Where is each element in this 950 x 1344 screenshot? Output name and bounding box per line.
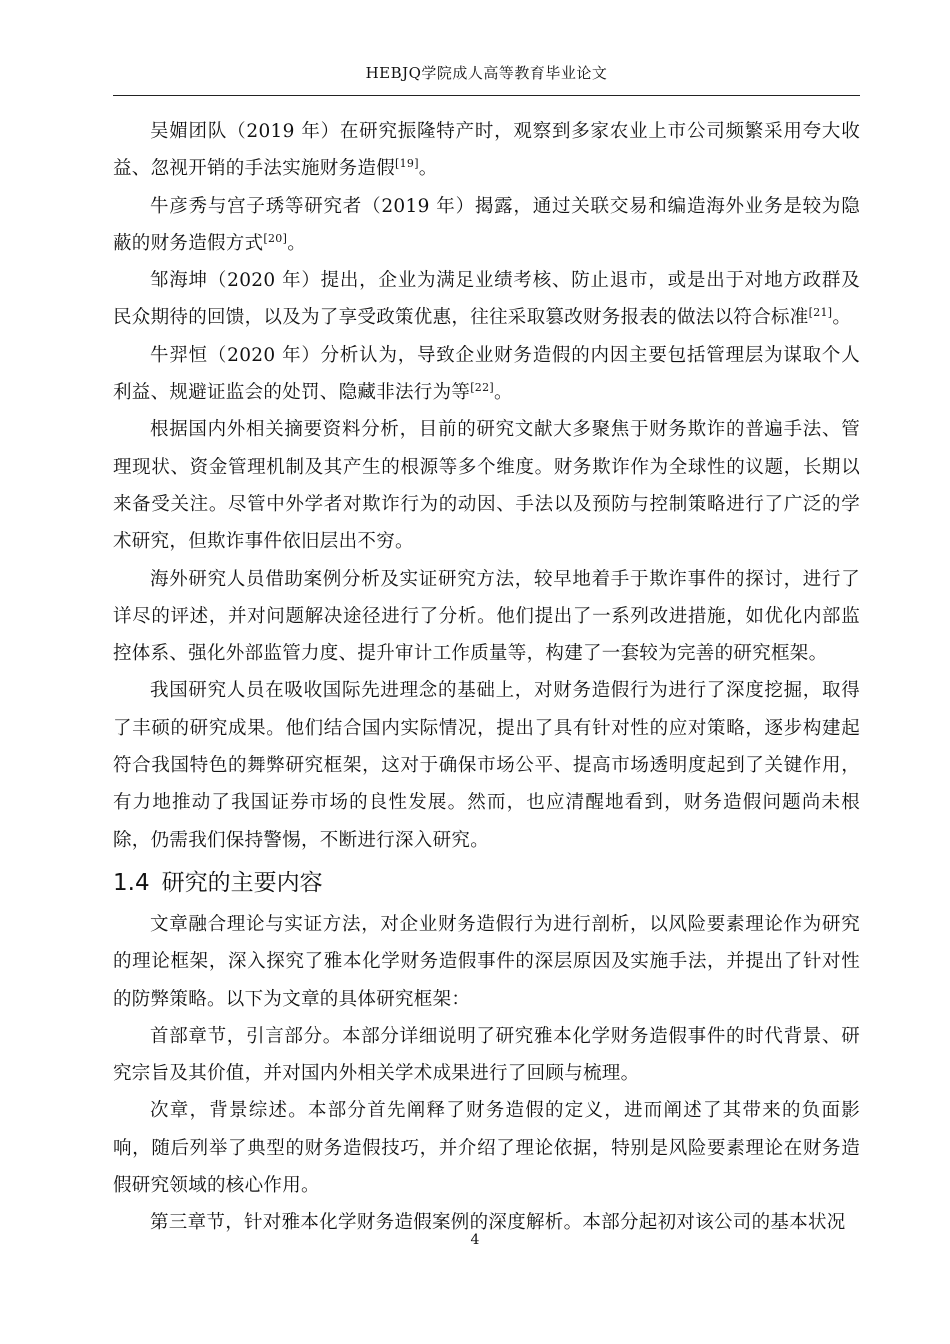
paragraph: 海外研究人员借助案例分析及实证研究方法，较早地着手于欺诈事件的探讨，进行了详尽的评述，并对问题解决途径进行了分析。他们提出了一系列改进措施，如优化内部监控体系、强化外部监管力度、提升审计工作质量等，构建了一套较为完善的研究框架。 — [113, 568, 860, 665]
page-header: HEBJQ学院成人高等教育毕业论文 — [113, 62, 860, 96]
paragraph: 第三章节，针对雅本化学财务造假案例的深度解析。本部分起初对该公司的基本状况 — [150, 1212, 846, 1234]
paragraph: 牛羿恒（2020 年）分析认为，导致企业财务造假的内因主要包括管理层为谋取个人利益、规避证监会的处罚、隐藏非法行为等[22]。 — [113, 344, 860, 404]
page-body — [113, 113, 860, 1242]
paragraph: 根据国内外相关摘要资料分析，目前的研究文献大多聚焦于财务欺诈的普遍手法、管理现状、资金管理机制及其产生的根源等多个维度。财务欺诈作为全球性的议题，长期以来备受关注。尽管中外学者对欺诈行为的动因、手法以及预防与控制策略进行了广泛的学术研究，但欺诈事件依旧层出不穷。 — [113, 419, 860, 553]
section-title: 研究的主要内容 — [161, 869, 323, 896]
paragraph: 首部章节，引言部分。本部分详细说明了研究雅本化学财务造假事件的时代背景、研究宗旨及其价值，并对国内外相关学术成果进行了回顾与梳理。 — [113, 1025, 860, 1085]
paragraph: 我国研究人员在吸收国际先进理念的基础上，对财务造假行为进行了深度挖掘，取得了丰硕的研究成果。他们结合国内实际情况，提出了具有针对性的应对策略，逐步构建起符合我国特色的舞弊研究框架，这对于确保市场公平、提高市场透明度起到了关键作用，有力地推动了我国证券市场的良性发展。然而，也应清醒地看到，财务造假问题尚未根除，仍需我们保持警惕，不断进行深入研究。 — [113, 680, 860, 851]
paragraph: 次章，背景综述。本部分首先阐释了财务造假的定义，进而阐述了其带来的负面影响，随后列举了典型的财务造假技巧，并介绍了理论依据，特别是风险要素理论在财务造假研究领域的核心作用。 — [113, 1100, 860, 1197]
citation-ref: [22] — [470, 380, 494, 394]
paragraph: 牛彦秀与宫子琇等研究者（2019 年）揭露，通过关联交易和编造海外业务是较为隐蔽的财务造假方式[20]。 — [113, 195, 860, 254]
section-number: 1.4 — [113, 869, 150, 896]
paragraph: 吴媚团队（2019 年）在研究振隆特产时，观察到多家农业上市公司频繁采用夸大收益、忽视开销的手法实施财务造假[19]。 — [113, 121, 860, 180]
paragraph: 文章融合理论与实证方法，对企业财务造假行为进行剖析，以风险要素理论作为研究的理论框架，深入探究了雅本化学财务造假事件的深层原因及实施手法，并提出了针对性的防弊策略。以下为文章的具体研究框架： — [113, 913, 860, 1010]
citation-ref: [21] — [808, 306, 833, 320]
citation-ref: [19] — [395, 157, 419, 171]
page-number: 4 — [470, 1232, 480, 1248]
section-heading — [113, 863, 860, 903]
citation-ref: [20] — [263, 231, 288, 245]
paragraph: 邹海坤（2020 年）提出，企业为满足业绩考核、防止退市，或是出于对地方政群及民众期待的回馈，以及为了享受政策优惠，往往采取篡改财务报表的做法以符合标准[21]。 — [113, 270, 860, 329]
